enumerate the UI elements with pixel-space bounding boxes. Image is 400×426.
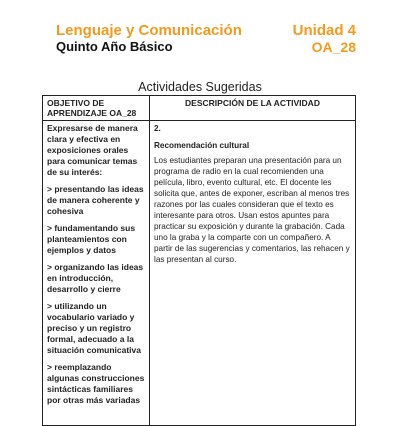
- table-row: [43, 121, 356, 426]
- document-header-left: [56, 22, 242, 55]
- table-header-row: [43, 96, 356, 121]
- objective-point: > utilizando un vocabulario variado y preciso y un registro formal, adecuado a la situación comunicativa: [47, 301, 141, 355]
- objective-point: > presentando las ideas de manera coherente y cohesiva: [47, 184, 144, 216]
- objective-cell: [43, 121, 150, 426]
- objective-point: > organizando las ideas en introducción, desarrollo y cierre: [47, 262, 144, 294]
- subject-title: Lenguaje y Comunicación: [56, 22, 242, 39]
- activity-description: Los estudiantes preparan una presentación para un programa de radio en la cual recomienden una película, libro, evento cultural, etc. El docente les solicita que, antes de exponer, escriban al menos tres razones por las cuales consideran que el texto es interesante para otros. Usan estos apuntes para practicar su exposición y durante la grabación. Cada uno la graba y la comparte con un compañero. A partir de las sugerencias y comentarios, las rehacen y las presentan al curso.: [154, 156, 350, 264]
- objective-intro: Expresarse de manera clara y efectiva en exposiciones orales para comunicar temas de su interés:: [47, 123, 138, 177]
- grade-label: Quinto Año Básico: [56, 39, 173, 54]
- activity-title: Recomendación cultural: [154, 141, 250, 150]
- activity-number: 2.: [154, 124, 161, 133]
- description-column-header: DESCRIPCIÓN DE LA ACTIVIDAD: [150, 96, 356, 121]
- activities-table: [42, 95, 356, 426]
- section-title: Actividades Sugeridas: [138, 80, 262, 94]
- document-header-right: [293, 22, 356, 55]
- objective-code: OA_28: [311, 39, 356, 55]
- objective-point: > fundamentando sus planteamientos con ejemplos y datos: [47, 223, 136, 255]
- unit-label: Unidad 4: [292, 22, 356, 39]
- activity-cell: [150, 121, 356, 426]
- objective-point: > reemplazando algunas construcciones sintácticas familiares por otras más variadas: [47, 362, 145, 405]
- objective-column-header: OBJETIVO DE APRENDIZAJE OA_28: [43, 96, 150, 121]
